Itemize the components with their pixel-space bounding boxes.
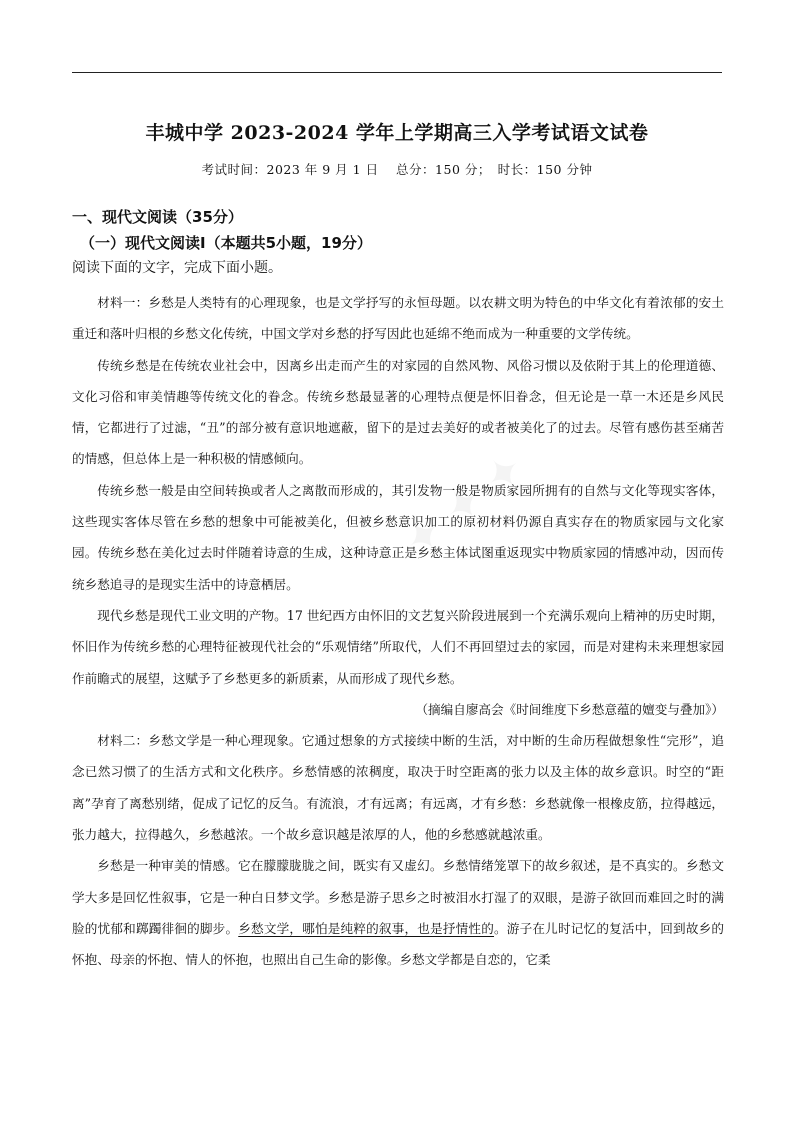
exam-title: 丰城中学 2023-2024 学年上学期高三入学考试语文试卷 <box>145 122 649 144</box>
watermark: ✦ ✦ ✦ <box>393 442 535 569</box>
material1-paragraph-2: 传统乡愁是在传统农业社会中，因离乡出走而产生的对家园的自然风物、风俗习惯以及依附于其上的伦理道德、文化习俗和审美情趣等传统文化的眷念。传统乡愁最显著的心理特点便是怀旧眷念，但无论是一草一木还是乡风民情，它都进行了过滤，“丑”的部分被有意识地遮蔽，留下的是过去美好的或者被美化了的过去。尽管有感伤甚至痛苦的情感，但总体上是一种积极的情感倾向。 <box>72 357 724 467</box>
material1-paragraph-3: 传统乡愁一般是由空间转换或者人之离散而形成的，其引发物一般是物质家园所拥有的自然与文化等现实客体，这些现实客体尽管在乡愁的想象中可能被美化，但被乡愁意识加工的原初材料仍源自真实存在的物质家园与文化家园。传统乡愁在美化过去时伴随着诗意的生成，这种诗意正是乡愁主体试图重返现实中物质家园的情感冲动，因而传统乡愁追寻的是现实生活中的诗意栖居。 <box>72 482 724 592</box>
subsection-heading: （一）现代文阅读Ⅰ（本题共5小题，19分） <box>80 234 372 252</box>
material2-paragraph-1: 材料二：乡愁文学是一种心理现象。它通过想象的方式接续中断的生活，对中断的生命历程做想象性“完形”，追念已然习惯了的生活方式和文化秩序。乡愁情感的浓稠度，取决于时空距离的张力以及主体的故乡意识。时空的“距离”孕育了离愁别绪，促成了记忆的反刍。有流浪，才有远离；有远离，才有乡愁：乡愁就像一根橡皮筋，拉得越远，张力越大，拉得越久，乡愁越浓。一个故乡意识越是浓厚的人，他的乡愁感就越浓重。 <box>72 733 724 843</box>
material1-paragraph-4: 现代乡愁是现代工业文明的产物。17 世纪西方由怀旧的文艺复兴阶段进展到一个充满乐观向上精神的历史时期，怀旧作为传统乡愁的心理特征被现代社会的“乐观情绪”所取代，人们不再回望过去的家园，而是对建构未来理想家园作前瞻式的展望，这赋予了乡愁更多的新质素，从而形成了现代乡愁。 <box>72 607 724 686</box>
reading-instruction: 阅读下面的文字，完成下面小题。 <box>72 260 282 276</box>
passage-body <box>72 287 724 976</box>
exam-info: 考试时间：2023 年 9 月 1 日 总分：150 分； 时长：150 分钟 <box>201 162 593 177</box>
material1-paragraph-1: 材料一：乡愁是人类特有的心理现象，也是文学抒写的永恒母题。以农耕文明为特色的中华文化有着浓郁的安土重迁和落叶归根的乡愁文化传统，中国文学对乡愁的抒写因此也延绵不绝而成为一种重要的文学传统。 <box>72 295 724 342</box>
underlined-sentence: 乡愁文学，哪怕是纯粹的叙事，也是抒情性的 <box>238 920 495 936</box>
top-rule <box>72 72 722 73</box>
material2-paragraph-2 <box>72 850 724 975</box>
material2-p2-text-a: 乡愁是一种审美的情感。它在朦朦胧胧之间，既实有又虚幻。乡愁情绪笼罩下的故乡叙述，是不真实的。乡愁文学大多是回忆性叙事，它是一种白日梦文学。乡愁是游子思乡之时被泪水打湿了的双眼，是游子欲回而难回之时的满脸的忧郁和踯躅徘徊的脚步。 <box>72 858 724 936</box>
material1-citation: （摘编自廖高会《时间维度下乡愁意蕴的嬗变与叠加》） <box>415 701 724 717</box>
material2-p2-text-b: 。游子在儿时记忆的复活中，回到故乡的怀抱、母亲的怀抱、情人的怀抱，也照出自己生命的影像。乡愁文学都是自恋的，它柔 <box>72 920 725 968</box>
section-heading: 一、现代文阅读（35分） <box>72 208 243 226</box>
